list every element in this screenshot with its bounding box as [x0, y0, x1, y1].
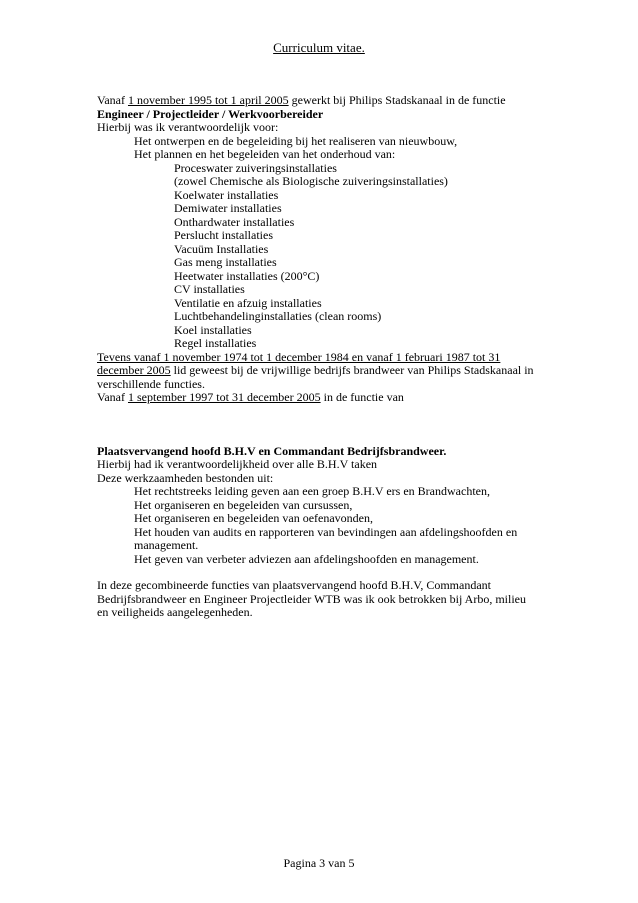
tasks-intro: Deze werkzaamheden bestonden uit:: [97, 470, 274, 485]
task-design: Het ontwerpen en de begeleiding bij het realiseren van nieuwbouw,: [134, 133, 458, 148]
function-title: Engineer / Projectleider / Werkvoorbereider: [97, 106, 324, 121]
section-title: Plaatsvervangend hoofd B.H.V en Commandant Bedrijfsbrandweer.: [97, 443, 447, 458]
fire-brigade-period: Tevens vanaf 1 november 1974 tot 1 december 1984 en vanaf 1 februari 1987 tot 31: [97, 349, 501, 364]
bhv-task: Het rechtstreeks leiding geven aan een groep B.H.V ers en Brandwachten,: [134, 484, 490, 498]
installation-item: (zowel Chemische als Biologische zuiveringsinstallaties): [174, 174, 448, 188]
installation-item: Regel installaties: [174, 336, 257, 350]
bhv-responsibility: Hierbij had ik verantwoordelijkheid over alle B.H.V taken: [97, 457, 378, 471]
function-period-rest: in de functie van: [320, 390, 404, 404]
fire-brigade-functions: verschillende functies.: [97, 376, 205, 391]
page-header: Curriculum vitae.: [273, 40, 365, 55]
installation-item: Koel installaties: [174, 322, 252, 337]
closing-paragraph-line: In deze gecombineerde functies van plaatsvervangend hoofd B.H.V, Commandant: [97, 578, 491, 592]
installation-item: Onthardwater installaties: [174, 214, 295, 229]
installation-item: Vacuüm Installaties: [174, 241, 269, 256]
task-maintenance: Het plannen en het begeleiden van het onderhoud van:: [134, 147, 396, 161]
installation-item: Proceswater zuiveringsinstallaties: [174, 160, 337, 175]
fire-brigade-line: [97, 364, 577, 378]
installation-item: Gas meng installaties: [174, 255, 277, 269]
employment-line: [97, 94, 577, 108]
installation-item: Perslucht installaties: [174, 228, 273, 242]
responsible-intro: Hierbij was ik verantwoordelijk voor:: [97, 120, 279, 134]
closing-paragraph-line: Bedrijfsbrandweer en Engineer Projectleider WTB was ik ook betrokken bij Arbo, milieu: [97, 591, 526, 606]
installation-item: CV installaties: [174, 282, 245, 296]
employment-rest: gewerkt bij Philips Stadskanaal in de functie: [288, 93, 506, 107]
installation-item: Koelwater installaties: [174, 187, 279, 202]
fire-brigade-rest: lid geweest bij de vrijwillige bedrijfs brandweer van Philips Stadskanaal in: [170, 363, 534, 377]
bhv-task: management.: [134, 538, 199, 552]
text-vanaf: Vanaf: [97, 93, 128, 107]
document-body: [97, 94, 577, 620]
installation-item: Ventilatie en afzuig installaties: [174, 295, 322, 310]
employment-period: 1 november 1995 tot 1 april 2005: [127, 93, 289, 107]
installation-item: Luchtbehandelinginstallaties (clean rooms): [174, 309, 382, 323]
text-vanaf-2: Vanaf: [97, 390, 128, 404]
fire-brigade-period-end: december 2005: [97, 363, 171, 377]
function-period-line: [97, 391, 577, 405]
bhv-task: Het houden van audits en rapporteren van bevindingen aan afdelingshoofden en: [134, 524, 518, 539]
bhv-task: Het geven van verbeter adviezen aan afdelingshoofden en management.: [134, 551, 479, 566]
page-footer: Pagina 3 van 5: [283, 856, 355, 870]
closing-paragraph-line: en veiligheids aangelegenheden.: [97, 605, 253, 619]
installation-item: Demiwater installaties: [174, 201, 282, 215]
installation-item: Heetwater installaties (200°C): [174, 268, 320, 283]
function-period: 1 september 1997 tot 31 december 2005: [127, 390, 321, 404]
bhv-task: Het organiseren en begeleiden van oefenavonden,: [134, 511, 374, 525]
bhv-task: Het organiseren en begeleiden van cursussen,: [134, 497, 353, 512]
